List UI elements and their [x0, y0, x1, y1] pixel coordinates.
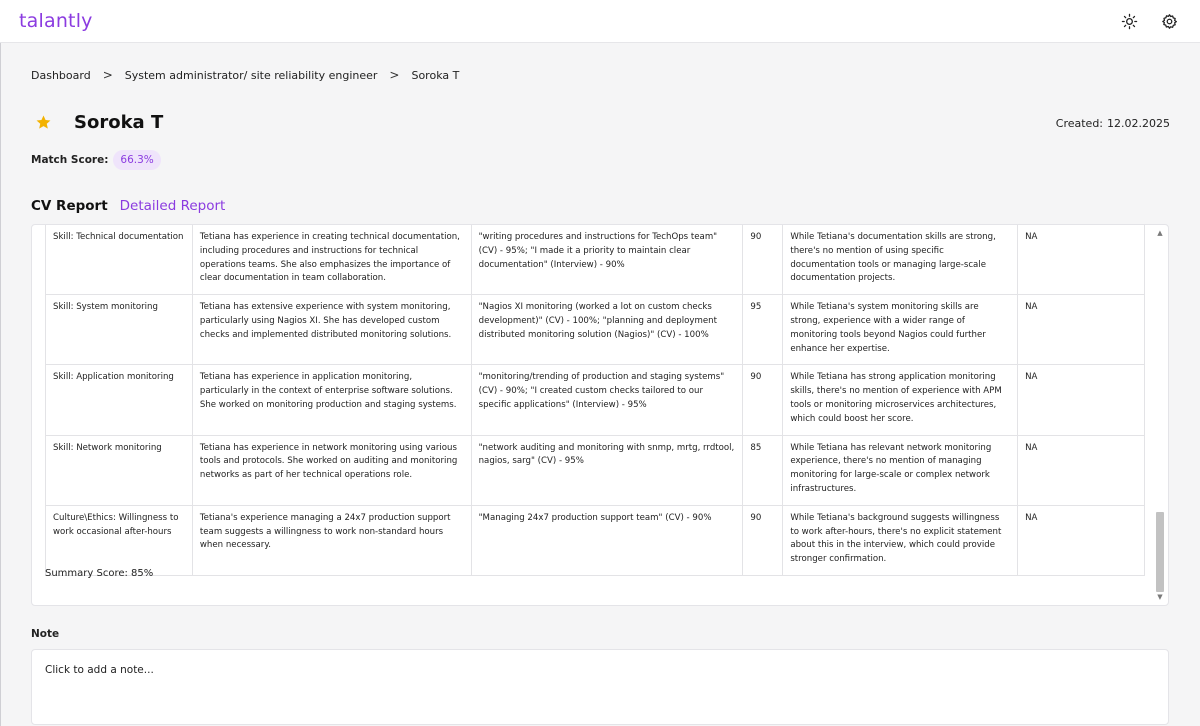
skill-cell: Culture\Ethics: Willingness to work occasional after-hours: [46, 505, 193, 575]
breadcrumb-dashboard[interactable]: Dashboard: [31, 68, 91, 82]
summary-score: Summary Score: 85%: [45, 568, 154, 579]
tab-cv-report[interactable]: CV Report: [31, 198, 108, 214]
match-score-row: [31, 150, 161, 170]
skill-cell: Skill: Technical documentation: [46, 225, 193, 295]
tab-detailed-report[interactable]: Detailed Report: [119, 198, 226, 214]
evidence-cell: "Managing 24x7 production support team" (CV) - 90%: [471, 505, 743, 575]
note-label: Note: [31, 628, 60, 640]
na-cell: NA: [1018, 435, 1145, 505]
na-cell: NA: [1018, 505, 1145, 575]
table-row: [46, 505, 1145, 575]
report-tabs: [31, 198, 225, 214]
report-table: [45, 225, 1145, 576]
top-bar-actions: [1120, 12, 1178, 30]
breadcrumb-separator: >: [102, 68, 113, 82]
recommendation-cell: While Tetiana has relevant network monitoring experience, there's no mention of managing monitoring for large-scale or complex network infrastructures.: [783, 435, 1018, 505]
match-score-label: Match Score:: [31, 154, 109, 166]
match-score-badge: 66.3%: [113, 150, 160, 170]
summary-cell: Tetiana has experience in creating technical documentation, including procedures and instructions for technical operations teams. She also emphasizes the importance of clear documentation in team collaboration.: [192, 225, 471, 295]
star-icon[interactable]: [35, 114, 52, 131]
evidence-cell: "network auditing and monitoring with snmp, mrtg, rrdtool, nagios, sarg" (CV) - 95%: [471, 435, 743, 505]
summary-cell: Tetiana has extensive experience with system monitoring, particularly using Nagios XI. She has developed custom checks and implemented distributed monitoring solutions.: [192, 295, 471, 365]
scroll-down-icon[interactable]: ▼: [1157, 593, 1163, 601]
summary-cell: Tetiana has experience in network monitoring using various tools and protocols. She worked on auditing and monitoring networks as part of her technical operations role.: [192, 435, 471, 505]
recommendation-cell: While Tetiana has strong application monitoring skills, there's no mention of experience with APM tools or monitoring microservices architectures, which could boost her score.: [783, 365, 1018, 435]
na-cell: NA: [1018, 225, 1145, 295]
summary-cell: Tetiana has experience in application monitoring, particularly in the context of enterprise software solutions. She worked on monitoring production and staging systems.: [192, 365, 471, 435]
created-value: 12.02.2025: [1107, 117, 1170, 130]
cv-report-panel: [31, 224, 1169, 606]
breadcrumb: [31, 68, 459, 82]
created-label: Created:: [1055, 117, 1104, 130]
recommendation-cell: While Tetiana's documentation skills are strong, there's no mention of using specific documentation tools or managing large-scale documentation projects.: [783, 225, 1018, 295]
table-row: [46, 435, 1145, 505]
candidate-header: [35, 112, 163, 133]
table-row: [46, 295, 1145, 365]
recommendation-cell: While Tetiana's background suggests willingness to work after-hours, there's no explicit statement about this in the interview, which could provide stronger confirmation.: [783, 505, 1018, 575]
score-cell: 90: [743, 365, 783, 435]
summary-cell: Tetiana's experience managing a 24x7 production support team suggests a willingness to work non-standard hours when necessary.: [192, 505, 471, 575]
sun-icon[interactable]: [1120, 12, 1138, 30]
na-cell: NA: [1018, 365, 1145, 435]
score-cell: 85: [743, 435, 783, 505]
score-cell: 90: [743, 225, 783, 295]
scrollbar-thumb[interactable]: [1156, 512, 1164, 592]
evidence-cell: "Nagios XI monitoring (worked a lot on custom checks development)" (CV) - 100%; "planning and deployment distributed monitoring solution (Nagios)" (CV) - 100%: [471, 295, 743, 365]
evidence-cell: "writing procedures and instructions for TechOps team" (CV) - 95%; "I made it a priority to maintain clear documentation" (Interview) - 90%: [471, 225, 743, 295]
created-date: [1056, 117, 1170, 130]
table-row: [46, 225, 1145, 295]
evidence-cell: "monitoring/trending of production and staging systems" (CV) - 90%; "I created custom checks tailored to our specific applications" (Interview) - 95%: [471, 365, 743, 435]
score-cell: 95: [743, 295, 783, 365]
na-cell: NA: [1018, 295, 1145, 365]
report-scrollbar[interactable]: [1155, 227, 1165, 603]
breadcrumb-job-position[interactable]: System administrator/ site reliability engineer: [124, 68, 378, 82]
skill-cell: Skill: System monitoring: [46, 295, 193, 365]
gear-icon[interactable]: [1160, 12, 1178, 30]
skill-cell: Skill: Application monitoring: [46, 365, 193, 435]
scroll-up-icon[interactable]: ▲: [1157, 229, 1163, 237]
top-bar: [0, 0, 1200, 43]
skill-cell: Skill: Network monitoring: [46, 435, 193, 505]
breadcrumb-separator: >: [389, 68, 400, 82]
breadcrumb-candidate: Soroka T: [411, 68, 460, 82]
table-row: [46, 365, 1145, 435]
note-input[interactable]: Click to add a note...: [31, 649, 1169, 725]
recommendation-cell: While Tetiana's system monitoring skills are strong, experience with a wider range of monitoring tools beyond Nagios could further enhance her expertise.: [783, 295, 1018, 365]
app-logo[interactable]: talantly: [19, 10, 93, 32]
page-title: Soroka T: [74, 112, 164, 133]
score-cell: 90: [743, 505, 783, 575]
window-left-edge: [0, 0, 1, 726]
